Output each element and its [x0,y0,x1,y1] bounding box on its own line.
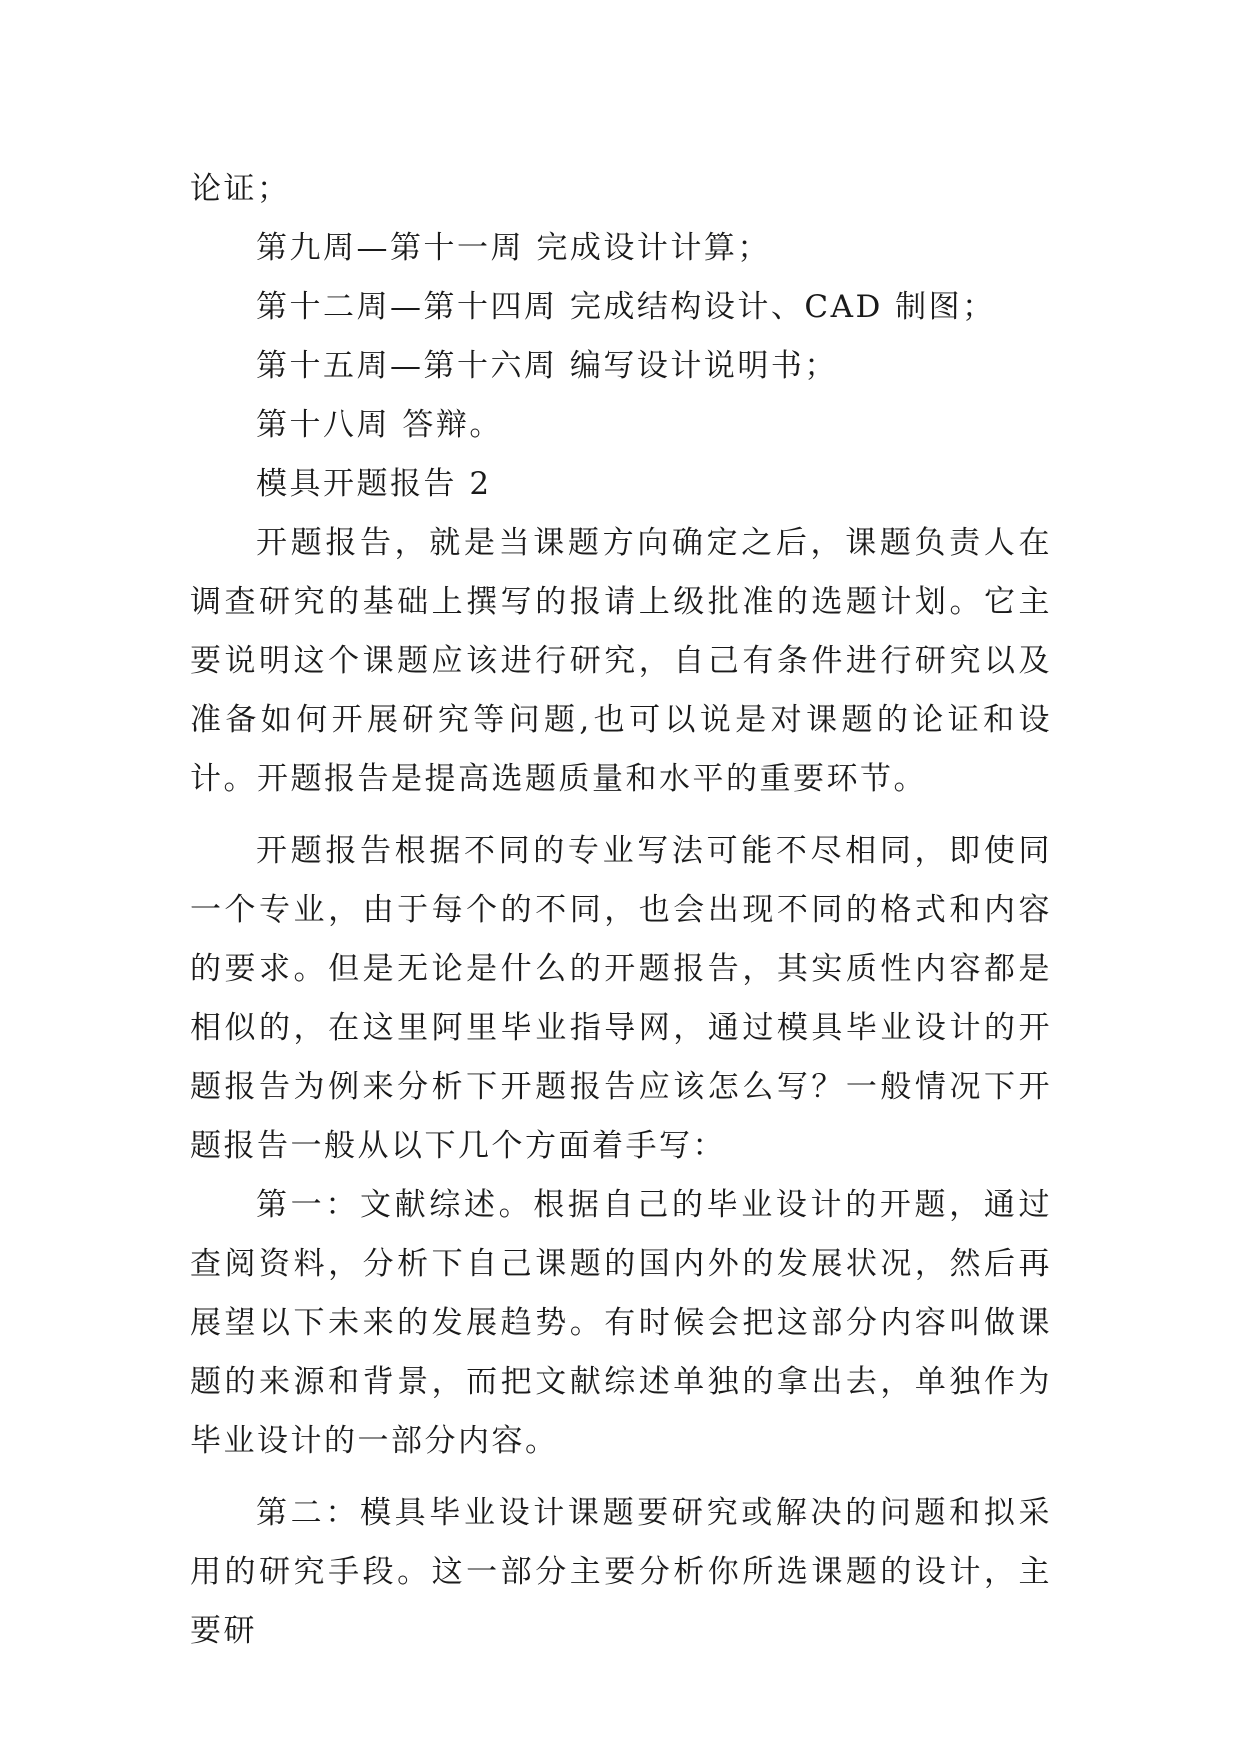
schedule-item-week-12-14: 第十二周—第十四周 完成结构设计、CAD 制图； [256,289,996,325]
paragraph-definition: 开题报告，就是当课题方向确定之后，课题负责人在调查研究的基础上撰写的报请上级批准的选题计划。它主要说明这个课题应该进行研究，自己有条件进行研究以及准备如何开展研究等问题,也可以说是对课题的论证和设计。开题报告是提高选题质量和水平的重要环节。 [190,525,1052,797]
section-heading: 模具开题报告 2 [256,466,492,502]
paragraph-overview: 开题报告根据不同的专业写法可能不尽相同，即使同一个专业，由于每个的不同，也会出现不同的格式和内容的要求。但是无论是什么的开题报告，其实质性内容都是相似的，在这里阿里毕业指导网，通过模具毕业设计的开题报告为例来分析下开题报告应该怎么写？一般情况下开题报告一般从以下几个方面着手写： [190,833,1052,1164]
schedule-item-week-15-16: 第十五周—第十六周 编写设计说明书； [256,348,838,384]
schedule-item-week-18: 第十八周 答辩。 [256,407,503,443]
paragraph-research-problem: 第二：模具毕业设计课题要研究或解决的问题和拟采用的研究手段。这一部分主要分析你所选课题的设计，主要研 [190,1495,1052,1649]
schedule-item-week-9-11: 第九周—第十一周 完成设计计算； [256,230,771,266]
document-page [190,160,1052,1661]
text-line-continuation: 论证； [190,171,291,207]
paragraph-literature-review: 第一：文献综述。根据自己的毕业设计的开题，通过查阅资料，分析下自己课题的国内外的发展状况，然后再展望以下未来的发展趋势。有时候会把这部分内容叫做课题的来源和背景，而把文献综述单独的拿出去，单独作为毕业设计的一部分内容。 [190,1187,1052,1459]
